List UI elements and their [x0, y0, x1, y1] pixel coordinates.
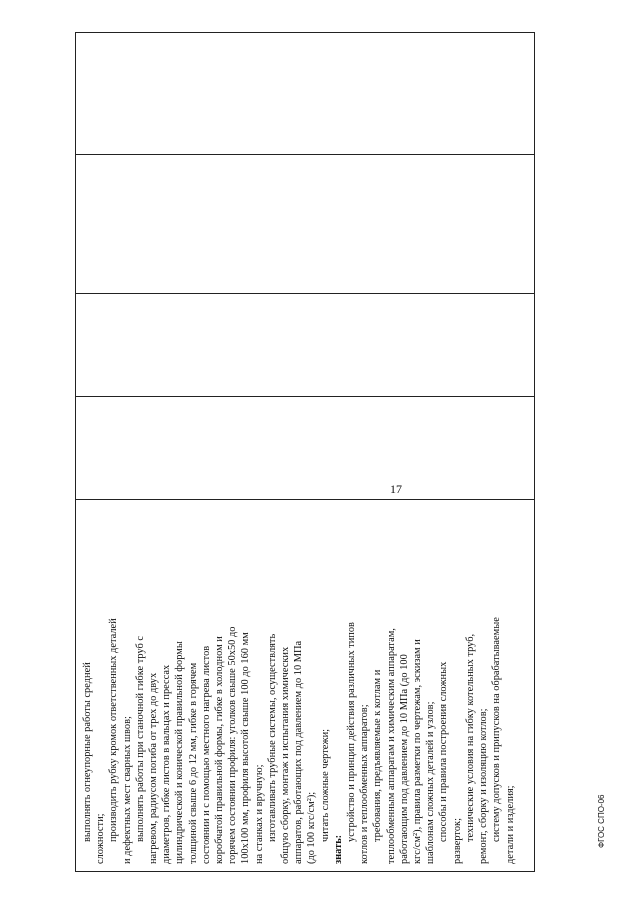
column-divider-1: [75, 499, 535, 500]
text-line: на станках и вручную;: [253, 764, 265, 864]
text-line: нагревом, радиусом погиба от трех до двух: [148, 672, 160, 864]
text-line: теплообменным аппаратам и химическим аппаратам,: [385, 628, 397, 864]
text-line: шаблонам сложных деталей и узлов;: [425, 701, 437, 864]
column-divider-4: [75, 154, 535, 155]
table-border-right: [75, 32, 535, 33]
page-number: 17: [390, 482, 402, 496]
text-line: знать:: [332, 834, 344, 864]
text-line: (до 100 кгс/см²);: [306, 791, 318, 864]
text-line: читать сложные чертежи;: [319, 728, 331, 842]
text-line: кгс/см²), правила разметки по чертежам, эскизам и: [412, 639, 424, 864]
text-line: толщиной свыше 6 до 12 мм, гибке в горячем: [187, 662, 199, 864]
table-border-left: [75, 871, 535, 872]
text-line: устройство и принцип действия различных типов: [346, 622, 358, 842]
document-table: [75, 32, 535, 872]
table-cell-text: [81, 504, 517, 864]
text-line: производить рубку кромок ответственных деталей: [108, 618, 120, 842]
column-divider-3: [75, 293, 535, 294]
text-line: выполнять огнеупорные работы средней: [82, 662, 93, 842]
text-line: ремонт, сборку и изоляцию котлов;: [478, 708, 490, 864]
table-border-top: [75, 32, 76, 872]
text-line: котлов и теплообменных аппаратов;: [359, 704, 371, 864]
text-line: коробчатой правильной формы, гибке в холодном и: [214, 636, 226, 864]
text-line: технические условия на гибку котельных труб,: [464, 633, 476, 842]
text-line: требования, предъявляемые к котлам и: [372, 669, 384, 842]
table-border-bottom: [534, 32, 535, 872]
text-line: диаметров, гибке листов в вальцах и прессах: [161, 664, 173, 864]
text-line: 100х100 мм, профиля высотой свыше 100 до 160 мм: [240, 632, 252, 864]
text-line: способы и правила построения сложных: [438, 661, 450, 842]
text-line: выполнять работы при станочной гибке труб с: [134, 635, 146, 842]
text-line: общую сборку, монтаж и испытания химических: [280, 646, 292, 864]
text-line: изготавливать трубные системы, осуществлять: [266, 633, 278, 842]
text-line: детали и изделия;: [504, 785, 516, 864]
text-line: сложности;: [95, 813, 107, 864]
text-line: разверток;: [451, 818, 463, 864]
text-line: аппаратов, работающих под давлением до 10 МПа: [293, 640, 305, 864]
document-footer: ФГОС СПО-06: [597, 794, 606, 848]
rotated-page: [75, 32, 535, 872]
column-divider-2: [75, 396, 535, 397]
text-line: цилиндрической и конической правильной формы: [174, 641, 186, 864]
text-line: состоянии и с помощью местного нагрева листов: [200, 645, 212, 864]
text-line: систему допусков и припусков на обрабатываемые: [491, 617, 503, 842]
text-line: горячем состоянии профиля: уголков свыше 50х50 до: [227, 626, 239, 864]
text-line: работающим под давлением до 10 МПа (до 100: [398, 654, 410, 864]
text-line: и дефектных мест сварных швов;: [121, 716, 133, 864]
